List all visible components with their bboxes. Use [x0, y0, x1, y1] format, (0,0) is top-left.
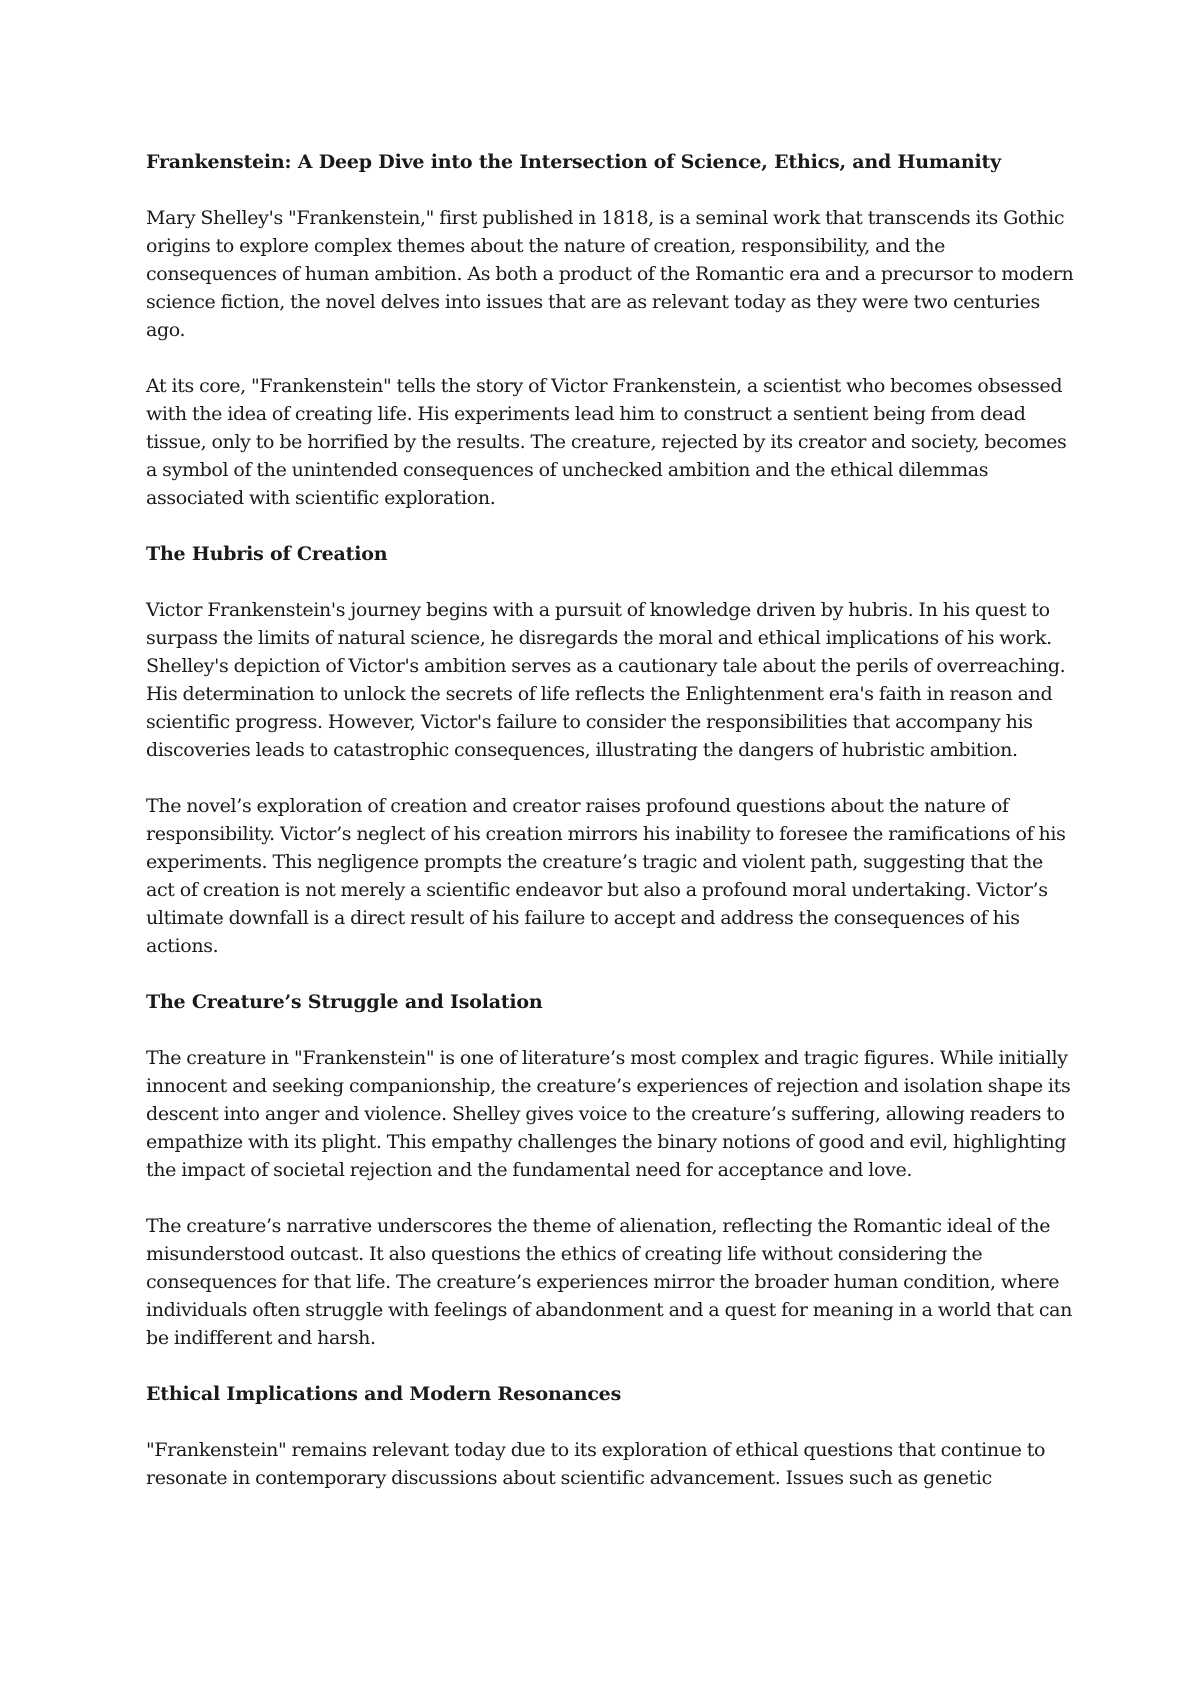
creature-paragraph-1: The creature in "Frankenstein" is one of literature’s most complex and tragic figures. While initially innocent and seeking companionship, the creature’s experiences of rejection and isolation shape its descent into anger and violence. Shelley gives voice to the creature’s suffering, allowing readers to empathize with its plight. This empathy challenges the binary notions of good and evil, highlighting the impact of societal rejection and the fundamental need for acceptance and love.	[146, 1047, 1071, 1181]
section-heading-creature: The Creature’s Struggle and Isolation	[146, 991, 543, 1013]
intro-paragraph-2: At its core, "Frankenstein" tells the story of Victor Frankenstein, a scientist who becomes obsessed with the idea of creating life. His experiments lead him to construct a sentient being from dead tissue, only to be horrified by the results. The creature, rejected by its creator and society, becomes a symbol of the unintended consequences of unchecked ambition and the ethical dilemmas associated with scientific exploration.	[146, 375, 1067, 509]
document-title: Frankenstein: A Deep Dive into the Intersection of Science, Ethics, and Humanity	[146, 151, 1001, 173]
section-heading-ethics: Ethical Implications and Modern Resonances	[146, 1383, 622, 1405]
intro-paragraph-1: Mary Shelley's "Frankenstein," first published in 1818, is a seminal work that transcends its Gothic origins to explore complex themes about the nature of creation, responsibility, and the consequences of human ambition. As both a product of the Romantic era and a precursor to modern science fiction, the novel delves into issues that are as relevant today as they were two centuries ago.	[146, 207, 1074, 341]
ethics-paragraph-1: "Frankenstein" remains relevant today due to its exploration of ethical questions that continue to resonate in contemporary discussions about scientific advancement. Issues such as genetic	[146, 1439, 1046, 1489]
section-heading-hubris: The Hubris of Creation	[146, 543, 388, 565]
hubris-paragraph-1: Victor Frankenstein's journey begins with a pursuit of knowledge driven by hubris. In his quest to surpass the limits of natural science, he disregards the moral and ethical implications of his work. Shelley's depiction of Victor's ambition serves as a cautionary tale about the perils of overreaching. His determination to unlock the secrets of life reflects the Enlightenment era's faith in reason and scientific progress. However, Victor's failure to consider the responsibilities that accompany his discoveries leads to catastrophic consequences, illustrating the dangers of hubristic ambition.	[146, 599, 1066, 761]
document-page	[146, 148, 1076, 1492]
hubris-paragraph-2: The novel’s exploration of creation and creator raises profound questions about the nature of responsibility. Victor’s neglect of his creation mirrors his inability to foresee the ramifications of his experiments. This negligence prompts the creature’s tragic and violent path, suggesting that the act of creation is not merely a scientific endeavor but also a profound moral undertaking. Victor’s ultimate downfall is a direct result of his failure to accept and address the consequences of his actions.	[146, 795, 1066, 957]
creature-paragraph-2: The creature’s narrative underscores the theme of alienation, reflecting the Romantic ideal of the misunderstood outcast. It also questions the ethics of creating life without considering the consequences for that life. The creature’s experiences mirror the broader human condition, where individuals often struggle with feelings of abandonment and a quest for meaning in a world that can be indifferent and harsh.	[146, 1215, 1073, 1349]
